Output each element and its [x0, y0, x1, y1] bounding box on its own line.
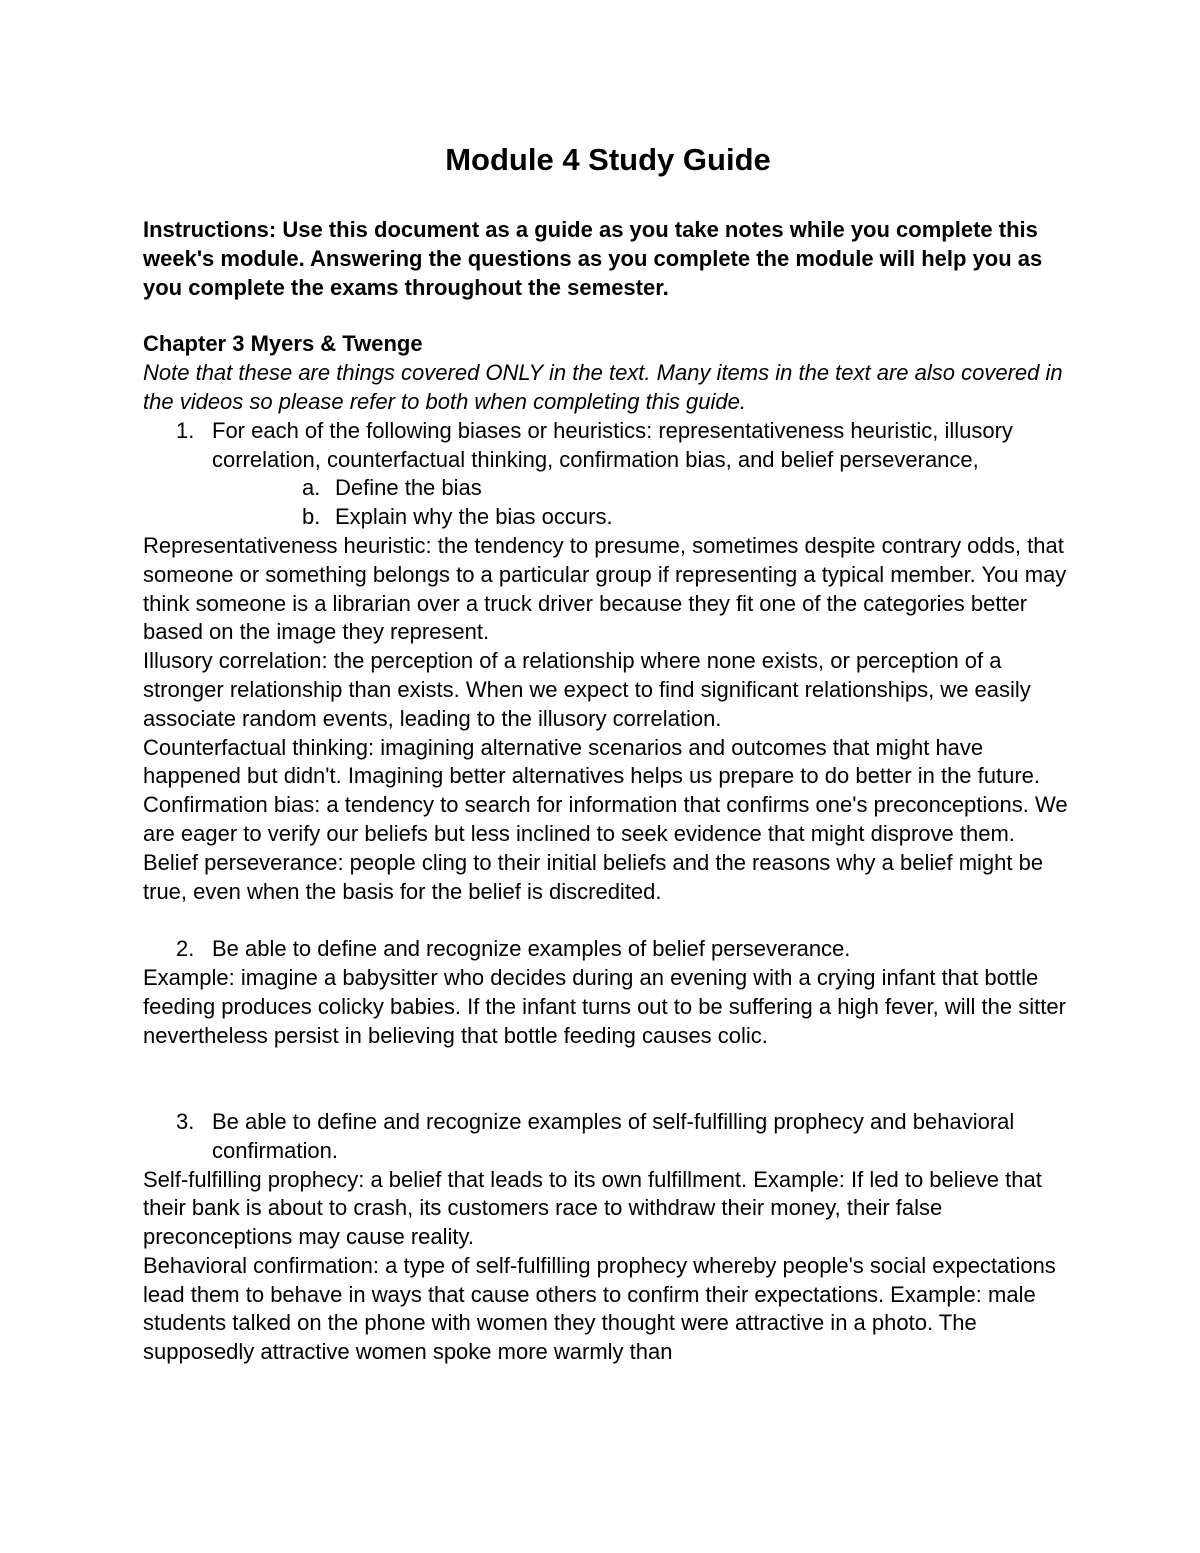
- sub-item-text: Define the bias: [335, 475, 482, 501]
- answer-self-fulfilling-prophecy: Self-fulfilling prophecy: a belief that leads to its own fulfillment. Example: If led to believe that their bank is about to crash, its customers race to withdraw their money, their false preconceptions may cause reality.: [143, 1166, 1042, 1250]
- page-title: Module 4 Study Guide: [445, 142, 771, 177]
- question-text: Be able to define and recognize examples of belief perseverance.: [212, 936, 851, 962]
- note-paragraph: Note that these are things covered ONLY in the text. Many items in the text are also covered in the videos so please refer to both when completing this guide.: [143, 360, 1063, 414]
- answer-illusory-correlation: Illusory correlation: the perception of a relationship where none exists, or perception of a stronger relationship than exists. When we expect to find significant relationships, we easily associate random events, leading to the illusory correlation.: [143, 648, 1031, 731]
- sub-item-text: Explain why the bias occurs.: [335, 504, 613, 530]
- answer-behavioral-confirmation: Behavioral confirmation: a type of self-fulfilling prophecy whereby people's social expectations lead them to behave in ways that cause others to confirm their expectations. Example: male students talked on the phone with women they thought were attractive in a photo. The supposedly attractive women spoke more warmly than: [143, 1252, 1056, 1365]
- question-number: 1.: [176, 417, 195, 443]
- spacer: [143, 906, 1073, 935]
- answer-counterfactual: Counterfactual thinking: imagining alternative scenarios and outcomes that might have happened but didn't. Imagining better alternatives helps us prepare to do better in the future.: [143, 734, 1041, 789]
- sub-item-letter: a.: [302, 475, 321, 501]
- spacer: [143, 1079, 1073, 1108]
- sub-item-a: [143, 474, 1073, 503]
- instructions-paragraph: Instructions: Use this document as a guide as you take notes while you complete this week's module. Answering the questions as you complete the module will help you as you complete the exams throughout the semester.: [143, 217, 1043, 300]
- sub-item-letter: b.: [302, 504, 321, 530]
- chapter-heading: Chapter 3 Myers & Twenge: [143, 331, 423, 357]
- sub-item-b: [143, 503, 1073, 532]
- answer-belief-perseverance-example: Example: imagine a babysitter who decides during an evening with a crying infant that bottle feeding produces colicky babies. If the infant turns out to be suffering a high fever, will the sitter nevertheless persist in believing that bottle feeding causes colic.: [143, 964, 1066, 1048]
- question-number: 3.: [176, 1108, 195, 1134]
- question-number: 2.: [176, 936, 195, 962]
- answer-confirmation-bias: Confirmation bias: a tendency to search for information that confirms one's preconceptions. We are eager to verify our beliefs but less inclined to seek evidence that might disprove them.: [143, 792, 1068, 846]
- question-1: [143, 417, 1073, 475]
- answer-belief-perseverance: Belief perseverance: people cling to their initial beliefs and the reasons why a belief might be true, even when the basis for the belief is discredited.: [143, 849, 1044, 904]
- question-text: For each of the following biases or heuristics: representativeness heuristic, illusory correlation, counterfactual thinking, confirmation bias, and belief perseverance,: [212, 417, 1013, 472]
- question-text: Be able to define and recognize examples of self-fulfilling prophecy and behavioral confirmation.: [212, 1108, 1015, 1163]
- question-2: [143, 935, 1073, 964]
- spacer: [143, 1050, 1073, 1079]
- answer-representativeness: Representativeness heuristic: the tendency to presume, sometimes despite contrary odds, that someone or something belongs to a particular group if representing a typical member. You may think someone is a librarian over a truck driver because they fit one of the categories better based on the image they represent.: [143, 532, 1067, 645]
- document-page: [143, 140, 1073, 1367]
- question-3: [143, 1108, 1073, 1166]
